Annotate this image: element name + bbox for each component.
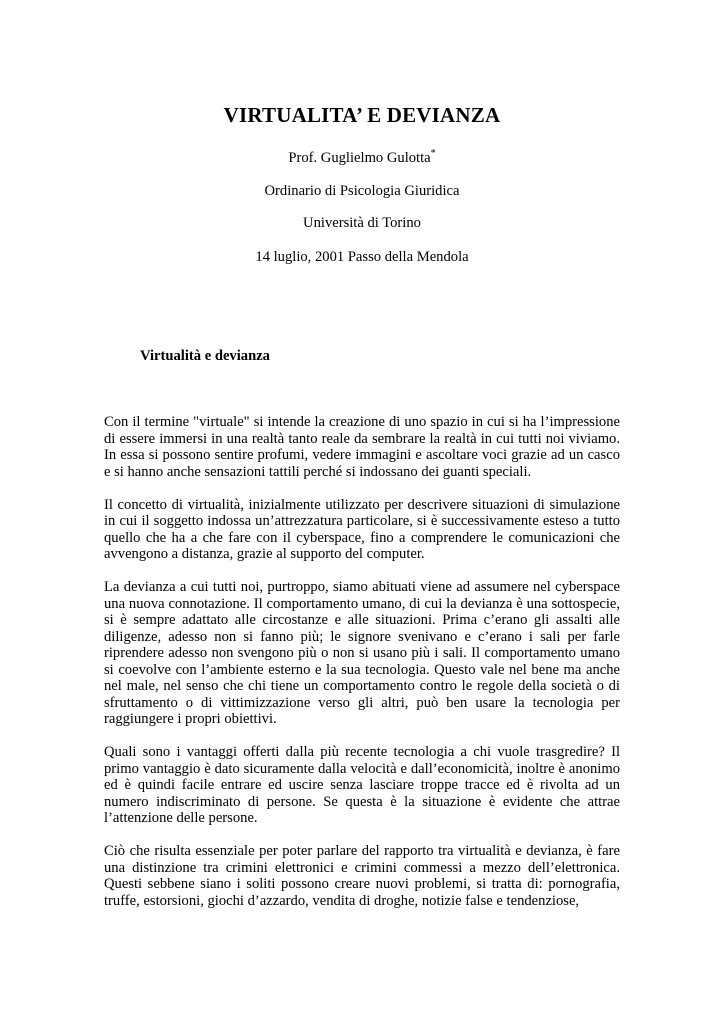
author-role: Ordinario di Psicologia Giuridica [264, 183, 460, 199]
body-text [104, 414, 620, 926]
document-title: VIRTUALITA’ E DEVIANZA [223, 103, 501, 127]
author-line [0, 148, 724, 167]
author-footnote-mark: * [430, 148, 436, 159]
paragraph: Con il termine "virtuale" si intende la creazione di uno spazio in cui si ha l’impressione di essere immersi in una realtà tanto reale da sembrare la realtà in cui tutti noi viviamo. In essa si possono sentire profumi, vedere immagini e ascoltare voci grazie ad un casco e si hanno anche sensazioni tattili perché si indossano dei guanti speciali. [104, 414, 620, 480]
author-university: Università di Torino [303, 215, 421, 231]
section-heading: Virtualità e devianza [140, 348, 270, 364]
paragraph: Ciò che risulta essenziale per poter parlare del rapporto tra virtualità e devianza, è fare una distinzione tra crimini elettronici e crimini commessi a mezzo dell’elettronica. Questi sebbene siano i soliti possono creare nuovi problemi, si tratta di: pornografia, truffe, estorsioni, giochi d’azzardo, vendita di droghe, notizie false e tendenziose, [104, 843, 620, 909]
date-place: 14 luglio, 2001 Passo della Mendola [255, 249, 469, 265]
paragraph: Quali sono i vantaggi offerti dalla più recente tecnologia a chi vuole trasgredire? Il primo vantaggio è dato sicuramente dalla velocità e dall’economicità, inoltre è anonimo ed è quindi facile entrare ed uscire senza lasciare troppe tracce ed è rivolta ad un numero indiscriminato di persone. Se questa è la situazione è evidente che attrae l’attenzione delle persone. [104, 744, 620, 826]
author-name: Prof. Guglielmo Gulotta [288, 150, 431, 166]
paragraph: La devianza a cui tutti noi, purtroppo, siamo abituati viene ad assumere nel cyberspace una nuova connotazione. Il comportamento umano, di cui la devianza è una sottospecie, si è sempre adattato alle circostanze e alle situazioni. Prima c’erano gli assalti alle diligenze, adesso non si fanno più; le signore svenivano e c’erano i sali per farle riprendere adesso non svengono più o non si usano più i sali. Il comportamento umano si coevolve con l’ambiente esterno e la sua tecnologia. Questo vale nel bene ma anche nel male, nel senso che chi tiene un comportamento contro le regole della società o di sfruttamento o di vittimizzazione verso gli altri, può ben usare la tecnologia per raggiungere i propri obiettivi. [104, 579, 620, 727]
paragraph: Il concetto di virtualità, inizialmente utilizzato per descrivere situazioni di simulazione in cui il soggetto indossa un’attrezzatura particolare, si è successivamente esteso a tutto quello che ha a che fare con il cyberspace, fino a comprendere le comunicazioni che avvengono a distanza, grazie al supporto del computer. [104, 496, 620, 562]
